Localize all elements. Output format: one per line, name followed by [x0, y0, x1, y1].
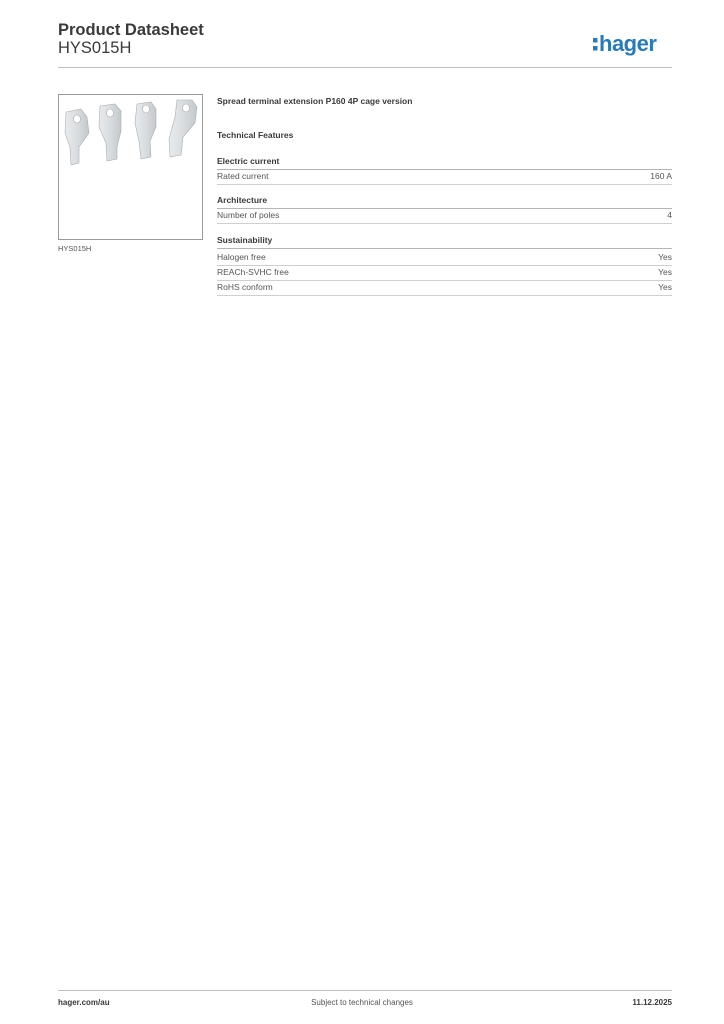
footer-date: 11.12.2025 — [632, 998, 672, 1007]
spec-value: Yes — [658, 252, 672, 262]
footer-website: hager.com/au — [58, 998, 110, 1007]
technical-features-heading: Technical Features — [217, 130, 294, 140]
spec-value: 160 A — [650, 171, 672, 181]
footer-divider — [58, 990, 672, 991]
spec-label: REACh-SVHC free — [217, 267, 289, 277]
terminal-piece — [135, 102, 156, 159]
logo-text: hager — [599, 31, 657, 56]
section-heading-architecture: Architecture — [217, 195, 672, 205]
spec-label: Number of poles — [217, 210, 280, 220]
spec-value: Yes — [658, 267, 672, 277]
product-code: HYS015H — [58, 39, 132, 57]
spec-value: Yes — [658, 282, 672, 292]
spec-row — [217, 209, 672, 223]
terminal-extensions-illustration — [59, 95, 202, 239]
spec-label: RoHS conform — [217, 282, 273, 292]
section-heading-electric-current: Electric current — [217, 156, 672, 166]
spec-row — [217, 281, 672, 295]
terminal-piece — [99, 104, 121, 161]
spec-row — [217, 170, 672, 184]
terminal-piece — [169, 100, 197, 157]
product-image — [58, 94, 203, 240]
header-divider — [58, 67, 672, 68]
footer-notice: Subject to technical changes — [311, 998, 413, 1007]
spec-label: Halogen free — [217, 252, 266, 262]
product-description: Spread terminal extension P160 4P cage version — [217, 96, 413, 106]
spec-label: Rated current — [217, 171, 269, 181]
page-title: Product Datasheet — [58, 21, 204, 39]
section-heading-sustainability: Sustainability — [217, 235, 672, 245]
spec-value: 4 — [667, 210, 672, 220]
hager-logo — [590, 26, 676, 60]
image-caption: HYS015H — [58, 244, 92, 253]
spec-row — [217, 266, 672, 280]
spec-row — [217, 251, 672, 265]
terminal-piece — [65, 109, 89, 165]
